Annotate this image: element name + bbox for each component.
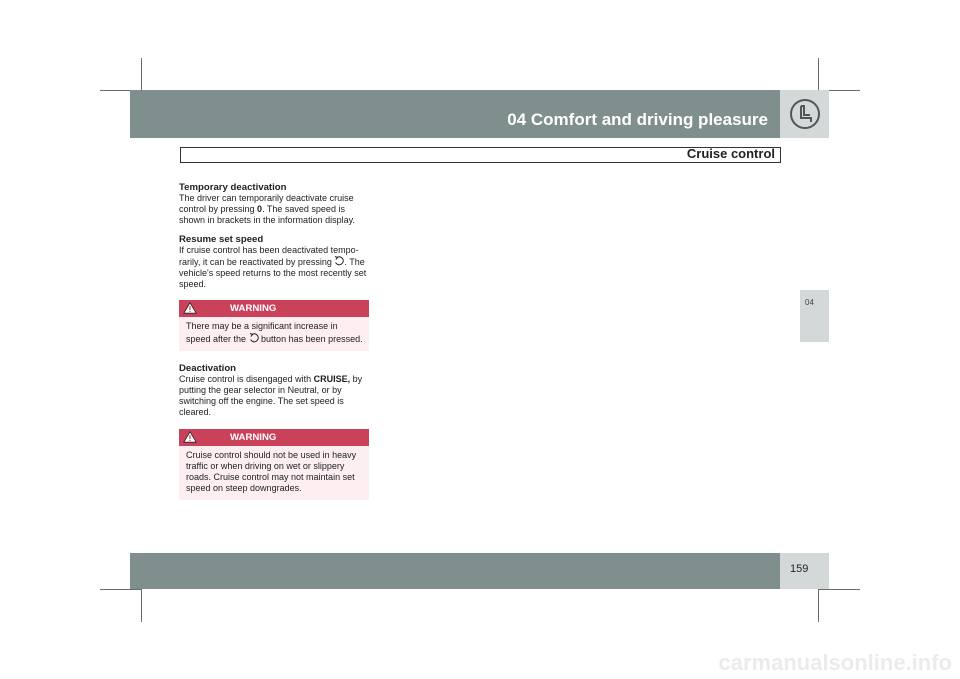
- warning-title: WARNING: [230, 303, 277, 315]
- section-title: Cruise control: [686, 146, 775, 161]
- watermark: carmanualsonline.info: [718, 650, 952, 675]
- chapter-header: [130, 90, 780, 138]
- resume-heading: Resume set speed: [179, 233, 264, 245]
- chapter-tab: [800, 290, 829, 342]
- resume-text: If cruise control has been deactivated tempo-rarily, it can be reactivated by pressing . The vehicle's speed returns to the most recently set speed.: [179, 244, 367, 290]
- warning-header: [179, 429, 369, 446]
- warning-triangle-icon: [183, 431, 197, 443]
- deactivation-text: Cruise control is disengaged with CRUISE, by putting the gear selector in Neutral, or by switching off the engine. The set speed is cleared.: [179, 373, 363, 418]
- footer-bar: [130, 553, 780, 589]
- warning-box: [179, 429, 369, 501]
- crop-mark: [818, 589, 860, 590]
- resume-icon: [249, 333, 259, 343]
- warning-box: [179, 300, 369, 350]
- crop-mark: [100, 589, 142, 590]
- main-content: [179, 182, 369, 512]
- seat-icon: [789, 98, 821, 130]
- resume-icon: [334, 256, 344, 266]
- temp-deactivation-heading: Temporary deactivation: [179, 182, 287, 193]
- page-number-box: [780, 553, 829, 589]
- section-header: [180, 147, 781, 163]
- chapter-title: 04 Comfort and driving pleasure: [507, 110, 768, 129]
- page-number: 159: [790, 563, 809, 575]
- warning-header: [179, 300, 369, 317]
- chapter-tab-label: 04: [805, 298, 814, 307]
- deactivation-heading: Deactivation: [179, 362, 237, 374]
- warning-title: WARNING: [230, 431, 277, 443]
- warning-text: Cruise control should not be used in heavy traffic or when driving on wet or slippery roads. Cruise control may not maintain set speed on steep downgrades.: [186, 449, 357, 494]
- warning-text: There may be a significant increase in speed after the button has been pressed.: [186, 321, 363, 344]
- temp-deactivation-text: The driver can temporarily deactivate cruise control by pressing 0. The saved speed is shown in brackets in the information display.: [179, 193, 355, 226]
- warning-triangle-icon: [183, 302, 197, 314]
- chapter-icon-box: [780, 90, 829, 138]
